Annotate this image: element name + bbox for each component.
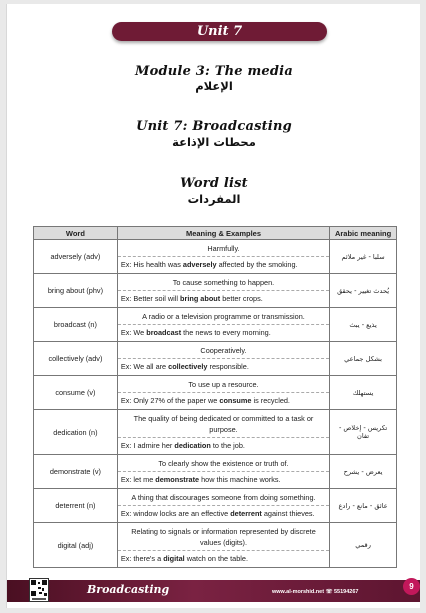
word-cell: collectively (adv): [34, 342, 118, 376]
table-row: [34, 376, 397, 410]
meaning-text: Cooperatively.: [200, 346, 247, 355]
meaning-text: Relating to signals or information represented by discrete values (digits).: [131, 527, 316, 547]
arabic-cell: يعرض - يشرح: [330, 455, 397, 489]
table-row: [34, 274, 397, 308]
meaning-cell: [117, 376, 329, 410]
meaning-cell: [117, 342, 329, 376]
word-cell: digital (adj): [34, 523, 118, 568]
unit-tab-label: Unit 7: [196, 24, 243, 39]
wordlist-title: Word list: [180, 176, 248, 191]
word-list-table: [33, 226, 397, 568]
meaning-cell: [117, 523, 329, 568]
meaning-text: To use up a resource.: [188, 380, 259, 389]
table-row: [34, 523, 397, 568]
table-row: [34, 308, 397, 342]
unit-title: Unit 7: Broadcasting: [136, 119, 292, 134]
word-cell: bring about (phv): [34, 274, 118, 308]
qr-code-icon: [29, 578, 49, 602]
example-text: Ex: window locks are an effective deterrent against thieves.: [118, 505, 329, 522]
wordlist-title-arabic: المفردات: [187, 192, 241, 206]
arabic-cell: تكريس - إخلاص - تفان: [330, 410, 397, 455]
arabic-cell: بشكل جماعي: [330, 342, 397, 376]
table-row: [34, 455, 397, 489]
word-cell: demonstrate (v): [34, 455, 118, 489]
arabic-cell: يستهلك: [330, 376, 397, 410]
meaning-cell: [117, 455, 329, 489]
meaning-cell: [117, 274, 329, 308]
meaning-cell: [117, 410, 329, 455]
header-meaning: Meaning & Examples: [117, 227, 329, 240]
arabic-cell: يذيع - يبث: [330, 308, 397, 342]
word-cell: dedication (n): [34, 410, 118, 455]
arabic-cell: سلبا - غير ملائم: [330, 240, 397, 274]
meaning-text: Harmfully.: [207, 244, 240, 253]
example-text: Ex: His health was adversely affected by the smoking.: [118, 256, 329, 273]
module-title: Module 3: The media: [135, 64, 293, 79]
page-number-badge: 9: [403, 578, 420, 595]
footer-title: Broadcasting: [87, 583, 170, 596]
example-text: Ex: Better soil will bring about better crops.: [118, 290, 329, 307]
word-cell: adversely (adv): [34, 240, 118, 274]
unit-title-arabic: محطات الإذاعة: [172, 135, 256, 149]
page: [6, 4, 420, 608]
arabic-cell: عائق - مانع - رادع: [330, 489, 397, 523]
table-row: [34, 240, 397, 274]
header-arabic: Arabic meaning: [330, 227, 397, 240]
example-text: Ex: We all are collectively responsible.: [118, 358, 329, 375]
unit-tab: [112, 22, 327, 41]
meaning-text: To clearly show the existence or truth of.: [158, 459, 289, 468]
header-word: Word: [34, 227, 118, 240]
word-cell: consume (v): [34, 376, 118, 410]
arabic-cell: رقمي: [330, 523, 397, 568]
meaning-cell: [117, 240, 329, 274]
table-row: [34, 489, 397, 523]
footer-url: www.al-morshid.net ☏ 55194267: [272, 589, 359, 595]
module-title-arabic: الإعلام: [195, 79, 233, 93]
table-row: [34, 410, 397, 455]
example-text: Ex: I admire her dedication to the job.: [118, 437, 329, 454]
meaning-text: A thing that discourages someone from doing something.: [131, 493, 316, 502]
example-text: Ex: We broadcast the news to every morning.: [118, 324, 329, 341]
meaning-cell: [117, 489, 329, 523]
meaning-text: The quality of being dedicated or committed to a task or purpose.: [133, 414, 314, 434]
meaning-text: A radio or a television programme or transmission.: [142, 312, 305, 321]
example-text: Ex: Only 27% of the paper we consume is recycled.: [118, 392, 329, 409]
table-row: [34, 342, 397, 376]
example-text: Ex: there's a digital watch on the table.: [118, 550, 329, 567]
word-cell: deterrent (n): [34, 489, 118, 523]
table-header-row: [34, 227, 397, 240]
example-text: Ex: let me demonstrate how this machine works.: [118, 471, 329, 488]
meaning-text: To cause something to happen.: [172, 278, 275, 287]
arabic-cell: يُحدث تغيير - يحقق: [330, 274, 397, 308]
word-cell: broadcast (n): [34, 308, 118, 342]
meaning-cell: [117, 308, 329, 342]
